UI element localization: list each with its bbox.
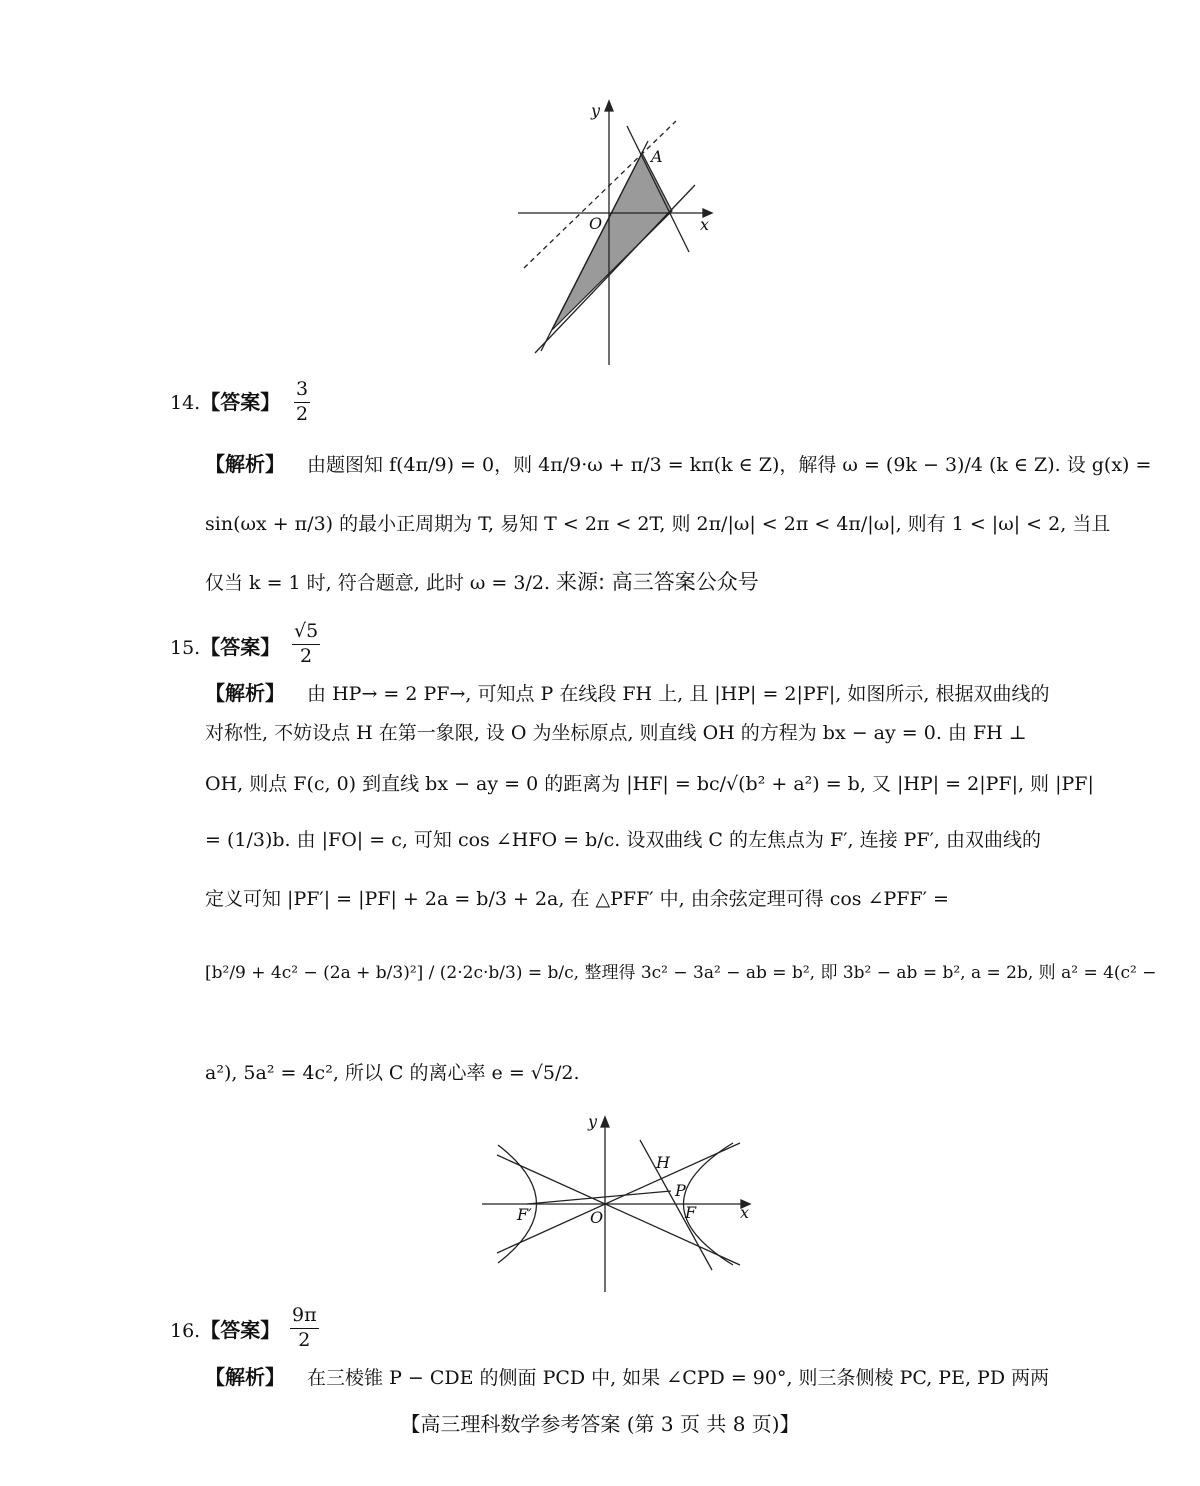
page-footer: 【高三理科数学参考答案 (第 3 页 共 8 页)】 [400,1412,800,1436]
label-a: A [651,147,663,166]
q14-source-note: 来源: 高三答案公众号 [556,570,759,594]
q15-number: 15. [170,637,201,659]
q16-line1: 在三棱锥 P − CDE 的侧面 PCD 中, 如果 ∠CPD = 90°, 则三条侧棱 PC, PE, PD 两两 [307,1367,1050,1389]
q14-answer [292,380,312,425]
q15-heading [170,638,280,658]
y-axis-arrow [605,101,613,111]
q15-line7: a²), 5a² = 4c², 所以 C 的离心率 e = √5/2. [205,1062,580,1084]
label-y: y [588,1112,598,1131]
q14-number: 14. [170,392,201,414]
label-y: y [591,101,601,120]
line-fh [640,1140,712,1270]
q14-heading [170,393,280,413]
q16-analysis-row1 [205,1368,1049,1388]
q16-answer [288,1306,321,1351]
q15-answer [290,622,322,667]
asymptote-rising [497,1143,740,1253]
q15-analysis-label: 【解析】 [205,683,285,705]
q14-analysis-label: 【解析】 [205,454,285,476]
q16-answer-num: 9π [290,1306,319,1329]
q15-line1: 由 HP→ = 2 PF→, 可知点 P 在线段 FH 上, 且 |HP| = 2|PF|, 如图所示, 根据双曲线的 [307,683,1050,705]
q15-line5: 定义可知 |PF′| = |PF| + 2a = b/3 + 2a, 在 △PFF′ 中, 由余弦定理可得 cos ∠PFF′ = [205,888,949,910]
q14-answer-label: 【答案】 [200,392,281,414]
q14-line2: sin(ωx + π/3) 的最小正周期为 T, 易知 T < 2π < 2T, 则 2π/|ω| < 2π < 4π/|ω|, 则有 1 < |ω| < 2, 当且 [205,513,1111,535]
q15-line4: = (1/3)b. 由 |FO| = c, 可知 cos ∠HFO = b/c. 设双曲线 C 的左焦点为 F′, 连接 PF′, 由双曲线的 [205,829,1042,851]
q14-answer-num: 3 [294,380,310,403]
label-o: O [590,1208,604,1227]
figure-feasible-region [510,95,730,370]
q16-number: 16. [170,1320,201,1342]
label-x: x [700,215,710,234]
label-h: H [656,1153,670,1172]
y-axis-arrow [601,1117,609,1127]
label-f: F [685,1203,697,1222]
label-f-prime: F′ [517,1205,532,1224]
q14-row3 [205,572,759,593]
line-fp [527,1191,671,1204]
q16-answer-den: 2 [298,1328,311,1351]
q15-analysis-row1 [205,684,1049,704]
q16-analysis-label: 【解析】 [205,1367,285,1389]
q15-line6: [b²/9 + 4c² − (2a + b/3)²] / (2·2c·b/3) = b/c, 整理得 3c² − 3a² − ab = b², 即 3b² − ab = b², a = 2b, 则 a² = 4(c² − [205,963,1157,983]
q15-answer-num: √5 [292,622,320,645]
q15-answer-den: 2 [300,644,313,667]
q16-heading [170,1321,280,1341]
q16-answer-label: 【答案】 [200,1320,281,1342]
asymptote-falling [497,1155,740,1265]
label-p: P [675,1181,686,1200]
figure-hyperbola [475,1110,765,1295]
q14-line3a: 仅当 k = 1 时, 符合题意, 此时 ω = 3/2. [205,572,550,594]
q15-answer-label: 【答案】 [200,637,281,659]
q14-line1: 由题图知 f(4π/9) = 0，则 4π/9·ω + π/3 = kπ(k ∈ Z)，解得 ω = (9k − 3)/4 (k ∈ Z). 设 g(x) = [307,454,1152,476]
label-o: O [589,214,603,233]
q15-line2: 对称性, 不妨设点 H 在第一象限, 设 O 为坐标原点, 则直线 OH 的方程为 bx − ay = 0. 由 FH ⊥ [205,722,1027,744]
q15-line3: OH, 则点 F(c, 0) 到直线 bx − ay = 0 的距离为 |HF| = bc/√(b² + a²) = b, 又 |HP| = 2|PF|, 则 |PF| [205,773,1094,795]
q14-analysis-row1 [205,455,1151,475]
q14-answer-den: 2 [296,402,309,425]
label-x: x [740,1203,750,1222]
